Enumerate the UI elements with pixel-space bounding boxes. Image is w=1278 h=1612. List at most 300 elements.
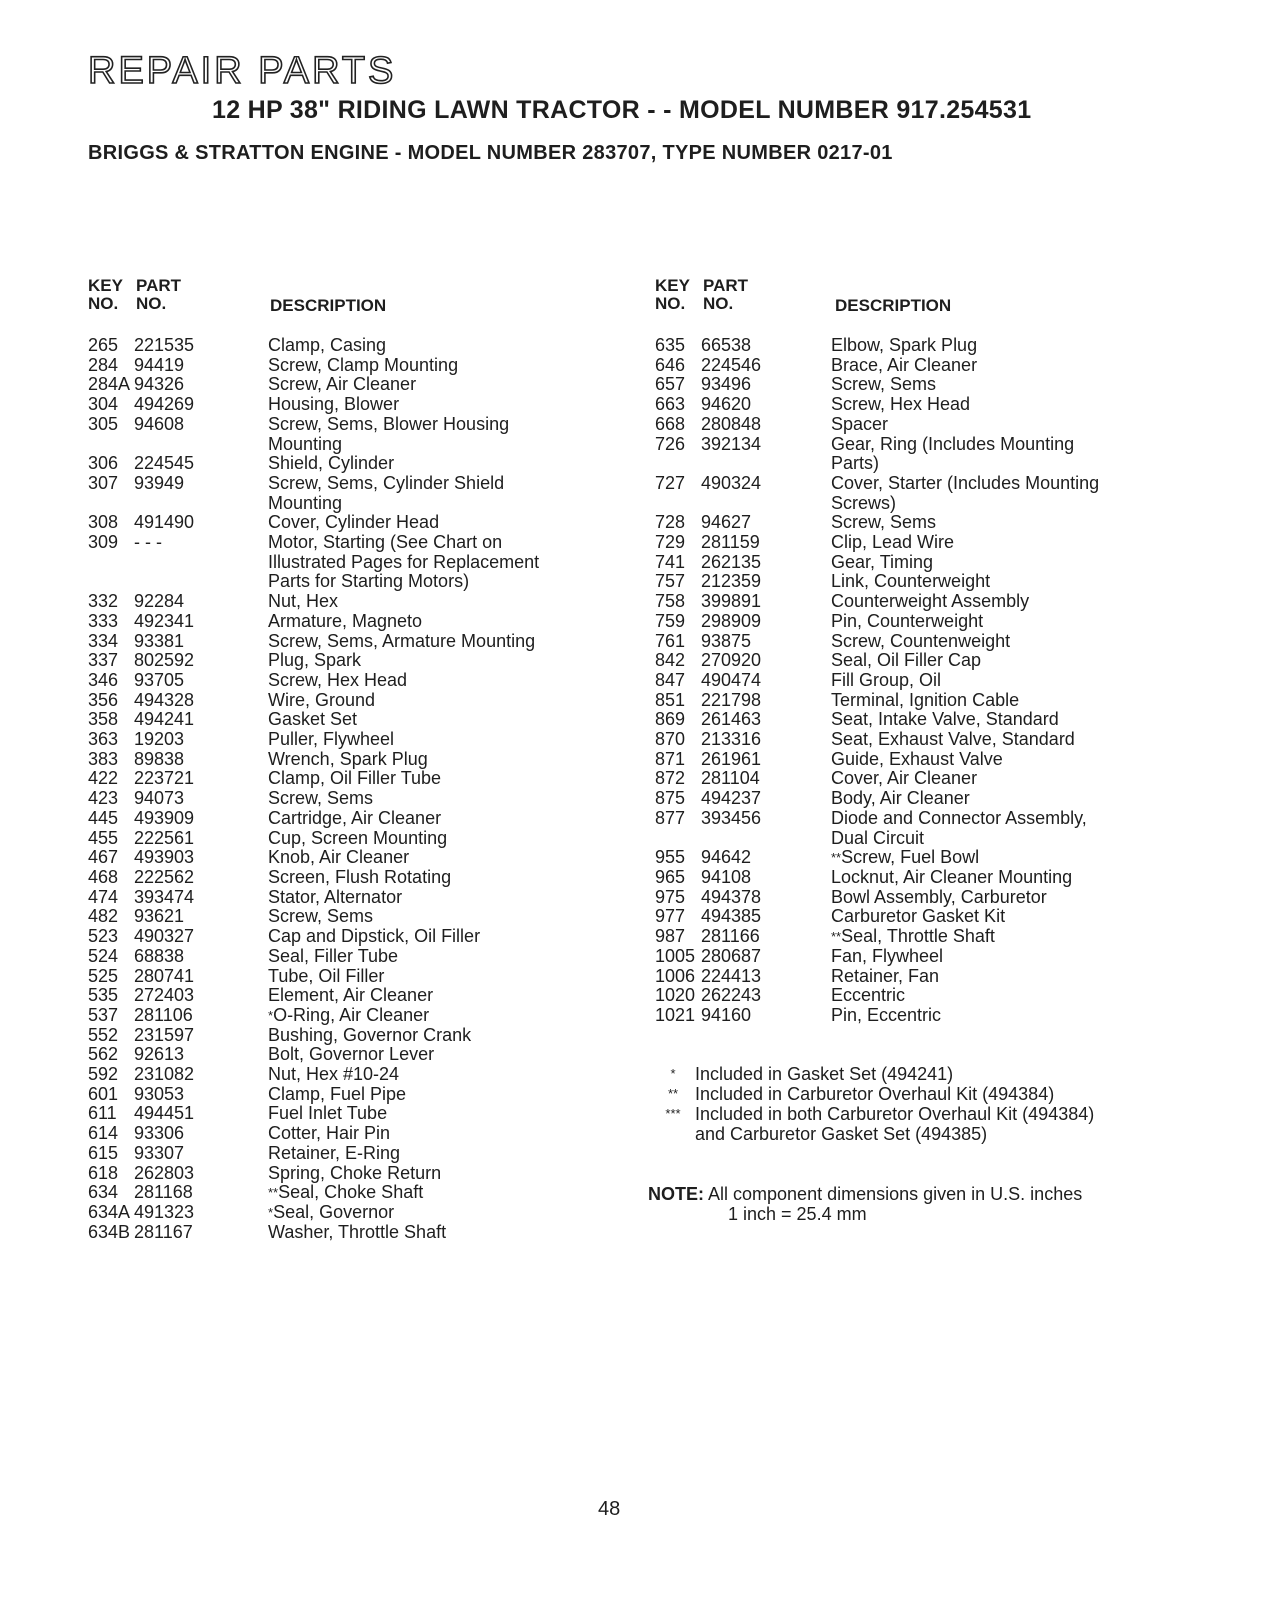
part-number: 261961 [701,748,762,769]
part-row [88,710,648,730]
part-description [831,356,1255,376]
part-description [831,651,1255,671]
description-text: Fan, Flywheel [831,945,944,966]
footnote-text: Included in Gasket Set (494241) [695,1064,954,1084]
part-row [88,927,648,947]
part-number: 94627 [701,512,752,533]
part-number: 281167 [134,1221,193,1242]
footnote-marker: ** [831,850,842,866]
part-row [655,415,1255,435]
part-description [831,967,1255,987]
description-text: Seal, Governor [273,1201,395,1222]
parts-column-left [88,276,648,1242]
part-description [268,1026,648,1046]
part-number: 494241 [134,709,195,730]
part-number: 213316 [701,729,762,750]
part-row [88,986,648,1006]
part-row [655,809,1255,848]
description-text: Gear, Ring (Includes Mounting Parts) [831,433,1075,474]
part-number: 94073 [134,788,185,809]
part-number: 231082 [134,1064,195,1085]
part-description [268,1065,648,1085]
part-description [268,967,648,987]
key-number: 265 [88,335,119,355]
part-description [268,1104,648,1124]
part-description [831,474,1255,513]
footnote-symbol: ** [667,1086,679,1101]
description-text: Washer, Throttle Shaft [268,1221,447,1242]
key-number: 305 [88,413,119,434]
key-number: 525 [88,965,119,986]
part-number: 262243 [701,985,762,1006]
description-text: Counterweight Assembly [831,591,1030,612]
key-number: 727 [655,472,686,493]
parts-column-right [655,276,1255,1026]
part-number: 231597 [134,1024,195,1045]
part-number: 93496 [701,374,752,395]
description-text: Tube, Oil Filler [268,965,385,986]
key-number: 634 [88,1182,119,1203]
key-number: 869 [655,709,686,730]
description-text: Bowl Assembly, Carburetor [831,886,1047,907]
key-number: 592 [88,1064,119,1085]
description-text: Pin, Counterweight [831,610,984,631]
key-number: 965 [655,866,686,887]
part-description [831,710,1255,730]
key-number: 758 [655,591,686,612]
part-row [655,868,1255,888]
description-text: Screw, Sems [831,512,937,533]
key-number: 729 [655,532,686,553]
description-text: Screw, Countenweight [831,630,1011,651]
part-description [268,710,648,730]
part-number: 281104 [701,768,760,789]
description-text: Wrench, Spark Plug [268,748,428,769]
description-text: Brace, Air Cleaner [831,354,978,375]
part-number: 221535 [134,335,195,355]
description-text: Cartridge, Air Cleaner [268,807,442,828]
key-number: 334 [88,630,119,651]
part-row [88,1183,648,1203]
part-row [88,336,648,356]
part-number: 493909 [134,807,195,828]
part-row [88,1045,648,1065]
part-row [655,848,1255,868]
description-text: Cover, Starter (Includes Mounting Screws) [831,472,1100,513]
part-row [88,454,648,474]
description-text: Cup, Screen Mounting [268,827,448,848]
header-key-no: NO. [88,294,119,313]
part-row [655,395,1255,415]
note-label: NOTE: [648,1184,704,1204]
part-number: 491490 [134,512,195,533]
part-description [268,789,648,809]
part-row [88,415,648,454]
key-number: 524 [88,945,119,966]
part-row [655,691,1255,711]
description-text: Screw, Sems [268,788,374,809]
key-number: 333 [88,610,119,631]
footnote-marker: ** [268,1185,279,1201]
part-description [268,1085,648,1105]
description-text: Knob, Air Cleaner [268,847,410,868]
description-text: Clamp, Oil Filler Tube [268,768,442,789]
key-number: 847 [655,669,686,690]
key-number: 1006 [655,965,696,986]
part-description [831,513,1255,533]
part-number: 224413 [701,965,762,986]
key-number: 668 [655,413,686,434]
part-description [831,395,1255,415]
key-number: 741 [655,551,686,572]
part-number: 93621 [134,906,185,927]
note-line-1: All component dimensions given in U.S. inches [708,1184,1083,1204]
part-number: 94419 [134,354,185,375]
part-row [655,513,1255,533]
description-text: Cover, Air Cleaner [831,768,978,789]
part-row [655,356,1255,376]
part-description [831,947,1255,967]
key-number: 618 [88,1162,119,1183]
part-row [655,553,1255,573]
key-number: 482 [88,906,119,927]
description-text: Screw, Air Cleaner [268,374,417,395]
part-row [88,967,648,987]
parts-list-left [88,336,648,1242]
description-text: Screw, Sems, Blower Housing Mounting [268,413,510,454]
key-number: 757 [655,571,686,592]
key-number: 728 [655,512,686,533]
description-text: Cover, Cylinder Head [268,512,440,533]
part-description [268,513,648,533]
key-number: 455 [88,827,119,848]
part-row [655,671,1255,691]
part-row [655,435,1255,474]
part-row [88,809,648,829]
column-header [655,276,1255,336]
part-number: 393456 [701,807,762,828]
part-description [268,868,648,888]
part-description [268,750,648,770]
part-row [88,1065,648,1085]
part-description [831,671,1255,691]
part-number: 393474 [134,886,195,907]
description-text: Armature, Magneto [268,610,423,631]
part-row [88,691,648,711]
part-number: 222561 [134,827,195,848]
part-row [88,395,648,415]
part-number: 92613 [134,1044,185,1065]
part-row [88,769,648,789]
part-row [88,592,648,612]
key-number: 422 [88,768,119,789]
header-key: KEY [88,276,123,295]
part-description [831,632,1255,652]
part-description [831,750,1255,770]
part-description [831,789,1255,809]
key-number: 383 [88,748,119,769]
key-number: 562 [88,1044,119,1065]
key-number: 552 [88,1024,119,1045]
key-number: 663 [655,394,686,415]
part-row [88,947,648,967]
part-description [268,336,648,356]
key-number: 1005 [655,945,696,966]
part-number: 494269 [134,394,195,415]
key-number: 537 [88,1004,119,1025]
part-description [268,415,648,454]
part-row [88,789,648,809]
part-number: 280687 [701,945,762,966]
part-description [268,395,648,415]
key-number: 307 [88,472,119,493]
header-part-no: NO. [703,294,734,313]
key-number: 306 [88,453,119,474]
footnote [655,1104,1255,1144]
description-text: Clip, Lead Wire [831,532,955,553]
part-number: 281159 [701,532,760,553]
key-number: 332 [88,591,119,612]
part-row [88,1164,648,1184]
part-number: 280848 [701,413,762,434]
description-text: Wire, Ground [268,689,376,710]
key-number: 875 [655,788,686,809]
key-number: 309 [88,532,119,553]
description-text: Screw, Sems, Cylinder Shield Mounting [268,472,505,513]
part-row [655,730,1255,750]
description-text: Element, Air Cleaner [268,985,434,1006]
key-number: 308 [88,512,119,533]
part-row [88,375,648,395]
key-number: 975 [655,886,686,907]
part-row [655,967,1255,987]
part-row [655,592,1255,612]
description-text: Seal, Throttle Shaft [841,926,995,947]
part-description [268,454,648,474]
part-description [831,691,1255,711]
key-number: 358 [88,709,119,730]
key-number: 851 [655,689,686,710]
description-text: Bolt, Governor Lever [268,1044,435,1065]
part-row [88,1026,648,1046]
key-number: 304 [88,394,119,415]
description-text: Nut, Hex [268,591,339,612]
part-row [88,750,648,770]
part-row [655,947,1255,967]
part-number: 262803 [134,1162,195,1183]
description-text: Fuel Inlet Tube [268,1103,388,1124]
part-description [268,809,648,829]
part-description [268,356,648,376]
description-text: Stator, Alternator [268,886,403,907]
part-number: 494451 [134,1103,195,1124]
key-number: 877 [655,807,686,828]
key-number: 842 [655,650,686,671]
part-row [655,632,1255,652]
key-number: 423 [88,788,119,809]
part-number: 281106 [134,1004,193,1025]
description-text: Nut, Hex #10-24 [268,1064,400,1085]
part-description [268,947,648,967]
description-text: Seat, Exhaust Valve, Standard [831,729,1075,750]
description-text: Eccentric [831,985,906,1006]
key-number: 657 [655,374,686,395]
page-number: 48 [598,1498,621,1520]
part-number: 262135 [701,551,762,572]
part-description [268,986,648,1006]
part-description [268,375,648,395]
description-text: Bushing, Governor Crank [268,1024,472,1045]
key-number: 614 [88,1123,119,1144]
part-row [655,612,1255,632]
part-number: 66538 [701,335,752,355]
key-number: 615 [88,1142,119,1163]
part-description [831,809,1255,848]
part-number: - - - [134,532,162,553]
part-row [88,1223,648,1243]
description-text: O-Ring, Air Cleaner [273,1004,430,1025]
part-description [268,1164,648,1184]
part-number: 93875 [701,630,752,651]
part-description [268,1223,648,1243]
part-description [831,435,1255,474]
part-row [655,927,1255,947]
part-number: 93381 [134,630,185,651]
part-row [88,848,648,868]
key-number: 1020 [655,985,696,1006]
footnote-text: Included in Carburetor Overhaul Kit (494384) [695,1084,1055,1104]
key-number: 523 [88,926,119,947]
description-text: Motor, Starting (See Chart on Illustrated Pages for Replacement Parts for Starting Motors) [268,532,540,592]
part-number: 298909 [701,610,762,631]
part-number: 280741 [134,965,195,986]
part-row [655,769,1255,789]
part-description [268,632,648,652]
part-number: 94620 [701,394,752,415]
footnote [655,1064,1255,1084]
key-number: 759 [655,610,686,631]
part-description [268,1144,648,1164]
part-description [831,572,1255,592]
part-number: 224545 [134,453,195,474]
part-row [88,513,648,533]
part-number: 222562 [134,866,195,887]
part-description [831,533,1255,553]
part-number: 94108 [701,866,752,887]
part-number: 492341 [134,610,195,631]
part-number: 494378 [701,886,762,907]
part-row [88,1104,648,1124]
part-row [655,888,1255,908]
part-number: 93307 [134,1142,185,1163]
part-row [88,1144,648,1164]
part-row [88,1124,648,1144]
key-number: 977 [655,906,686,927]
part-number: 270920 [701,650,762,671]
description-text: Seat, Intake Valve, Standard [831,709,1059,730]
part-description [831,848,1255,868]
part-row [88,632,648,652]
part-row [88,651,648,671]
footnote-marker: ** [831,929,842,945]
part-description [268,592,648,612]
description-text: Gasket Set [268,709,358,730]
part-description [831,336,1255,356]
part-row [655,710,1255,730]
part-number: 491323 [134,1201,195,1222]
part-row [655,1006,1255,1026]
part-description [831,415,1255,435]
description-text: Screw, Sems [268,906,374,927]
footnotes [655,1064,1255,1144]
part-number: 281166 [701,926,760,947]
column-header [88,276,648,336]
part-number: 94608 [134,413,185,434]
part-row [88,671,648,691]
description-text: Screw, Clamp Mounting [268,354,459,375]
key-number: 870 [655,729,686,750]
footnote-symbol: *** [665,1106,681,1121]
description-text: Spring, Choke Return [268,1162,442,1183]
part-description [268,533,648,592]
key-number: 635 [655,335,686,355]
description-text: Fill Group, Oil [831,669,942,690]
description-text: Terminal, Ignition Cable [831,689,1020,710]
part-row [655,986,1255,1006]
part-number: 399891 [701,591,762,612]
part-row [655,474,1255,513]
part-row [88,730,648,750]
part-row [88,868,648,888]
description-text: Clamp, Casing [268,335,387,355]
part-description [831,592,1255,612]
key-number: 346 [88,669,119,690]
description-text: Puller, Flywheel [268,729,395,750]
header-part: PART [703,276,749,295]
header-part: PART [136,276,182,295]
description-text: Seal, Oil Filler Cap [831,650,982,671]
part-number: 493903 [134,847,195,868]
header-description: DESCRIPTION [835,296,952,315]
header-part-no: NO. [136,294,167,313]
description-text: Seal, Filler Tube [268,945,399,966]
part-number: 212359 [701,571,762,592]
description-text: Screw, Fuel Bowl [841,847,980,868]
part-row [655,533,1255,553]
key-number: 634A [88,1201,131,1222]
part-row [88,1203,648,1223]
description-text: Elbow, Spark Plug [831,335,978,355]
description-text: Retainer, Fan [831,965,940,986]
part-description [268,612,648,632]
description-text: Cotter, Hair Pin [268,1123,391,1144]
model-subtitle: 12 HP 38" RIDING LAWN TRACTOR - - MODEL NUMBER 917.254531 [212,96,1032,124]
dimension-note [648,1184,1082,1224]
description-text: Screw, Sems [831,374,937,395]
description-text: Screen, Flush Rotating [268,866,452,887]
description-text: Seal, Choke Shaft [278,1182,424,1203]
key-number: 955 [655,847,686,868]
part-description [831,730,1255,750]
part-number: 490474 [701,669,762,690]
part-description [831,612,1255,632]
key-number: 634B [88,1221,131,1242]
part-row [655,375,1255,395]
note-line-2: 1 inch = 25.4 mm [728,1204,867,1224]
part-description [268,1124,648,1144]
header-key-no: NO. [655,294,686,313]
parts-list-right [655,336,1255,1026]
